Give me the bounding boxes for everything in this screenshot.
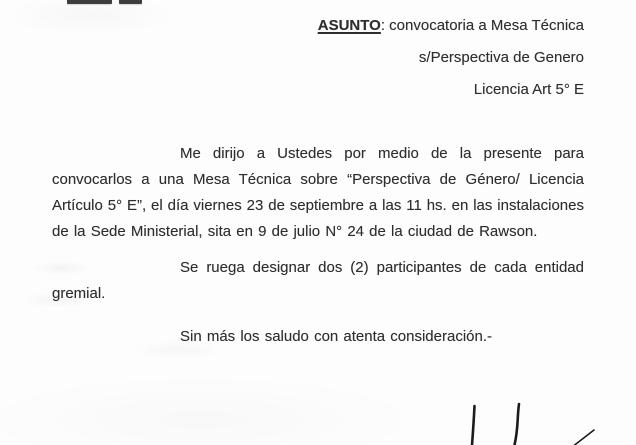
- paragraph-2-line-1: Se ruega designar dos (2) participantes de cada entidad: [180, 259, 584, 276]
- subject-line-1-text: : convocatoria a Mesa Técnica: [380, 17, 584, 34]
- subject-line-2: s/Perspectiva de Genero: [418, 49, 584, 66]
- closing-paragraph: [52, 324, 584, 350]
- paragraph-2-line-2: gremial.: [52, 285, 106, 302]
- paragraph-1: [52, 141, 584, 245]
- signature-stroke-2: [515, 404, 520, 445]
- subject-block: [318, 10, 584, 106]
- redaction-bar-left: [67, 0, 112, 4]
- paragraph-1-line-1: Me dirijo a Ustedes por medio de la presente para: [180, 145, 584, 162]
- subject-label: ASUNTO: [317, 17, 381, 34]
- subject-line-1: [318, 10, 584, 42]
- signature-stroke-1: [472, 406, 475, 445]
- signature-strokes: [450, 390, 610, 445]
- paragraph-1-line-4: de la Sede Ministerial, sita en 9 de julio N° 24 de la ciudad de Rawson.: [52, 223, 538, 240]
- closing-line: Sin más los saludo con atenta consideración.-: [180, 328, 493, 345]
- redaction-bar-right: [119, 0, 142, 4]
- signature-stroke-3: [574, 430, 594, 445]
- subject-line-3: Licencia Art 5° E: [473, 81, 584, 98]
- letter-body: [52, 141, 584, 350]
- paragraph-1-line-2: convocarlos a una Mesa Técnica sobre “Perspectiva de Género/ Licencia: [52, 171, 584, 188]
- paragraph-1-line-3: Artículo 5° E”, el día viernes 23 de septiembre a las 11 hs. en las instalaciones: [52, 197, 584, 214]
- paragraph-2: [52, 255, 584, 307]
